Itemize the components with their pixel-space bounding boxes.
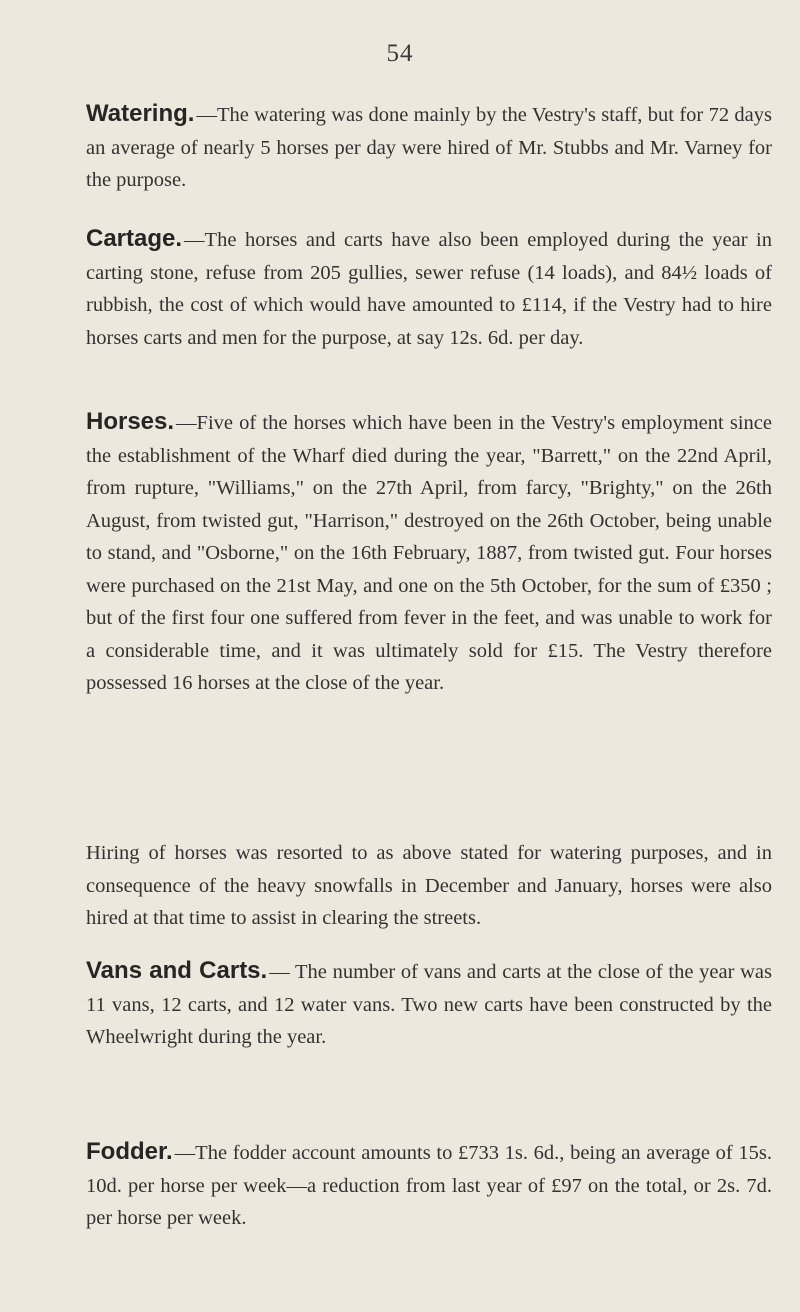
fodder-heading: Fodder. — [86, 1138, 173, 1165]
vans-and-carts-heading: Vans and Carts. — [86, 957, 268, 984]
hiring-body: Hiring of horses was resorted to as above stated for watering purposes, and in consequence of the heavy snowfalls in December and January, horses were also hired at that time to assist in clearing the streets. — [86, 842, 772, 929]
page-number: 54 — [386, 40, 414, 67]
fodder-paragraph — [86, 1136, 772, 1235]
vans-and-carts-body: — The number of vans and carts at the close of the year was 11 vans, 12 carts, and 12 water vans. Two new carts have been constructed by the Wheelwright during the year. — [86, 961, 772, 1048]
hiring-paragraph — [86, 837, 772, 935]
horses-paragraph — [86, 406, 772, 700]
watering-heading: Watering. — [86, 100, 195, 127]
fodder-body: —The fodder account amounts to £733 1s. 6d., being an average of 15s. 10d. per horse per week—a reduction from last year of £97 on the total, or 2s. 7d. per horse per week. — [86, 1142, 772, 1229]
cartage-body: —The horses and carts have also been employed during the year in carting stone, refuse from 205 gullies, sewer refuse (14 loads), and 84½ loads of rubbish, the cost of which would have amounted to £114, if the Vestry had to hire horses carts and men for the purpose, at say 12s. 6d. per day. — [86, 229, 772, 349]
horses-heading: Horses. — [86, 408, 175, 435]
vans-and-carts-paragraph — [86, 955, 772, 1054]
horses-body: —Five of the horses which have been in the Vestry's employment since the establishment of the Wharf died during the year, "Barrett," on the 22nd April, from rupture, "Williams," on the 27th April, from farcy, "Brighty," on the 26th August, from twisted gut, "Harrison," destroyed on the 26th October, being unable to stand, and "Osborne," on the 16th February, 1887, from twisted gut. Four horses were purchased on the 21st May, and one on the 5th October, for the sum of £350 ; but of the first four one suffered from fever in the feet, and was unable to work for a considerable time, and it was ultimately sold for £15. The Vestry therefore possessed 16 horses at the close of the year. — [86, 412, 772, 694]
watering-paragraph — [86, 98, 772, 197]
cartage-paragraph — [86, 223, 772, 354]
cartage-heading: Cartage. — [86, 225, 183, 252]
watering-body: —The watering was done mainly by the Vestry's staff, but for 72 days an average of nearly 5 horses per day were hired of Mr. Stubbs and Mr. Varney for the purpose. — [86, 104, 772, 191]
